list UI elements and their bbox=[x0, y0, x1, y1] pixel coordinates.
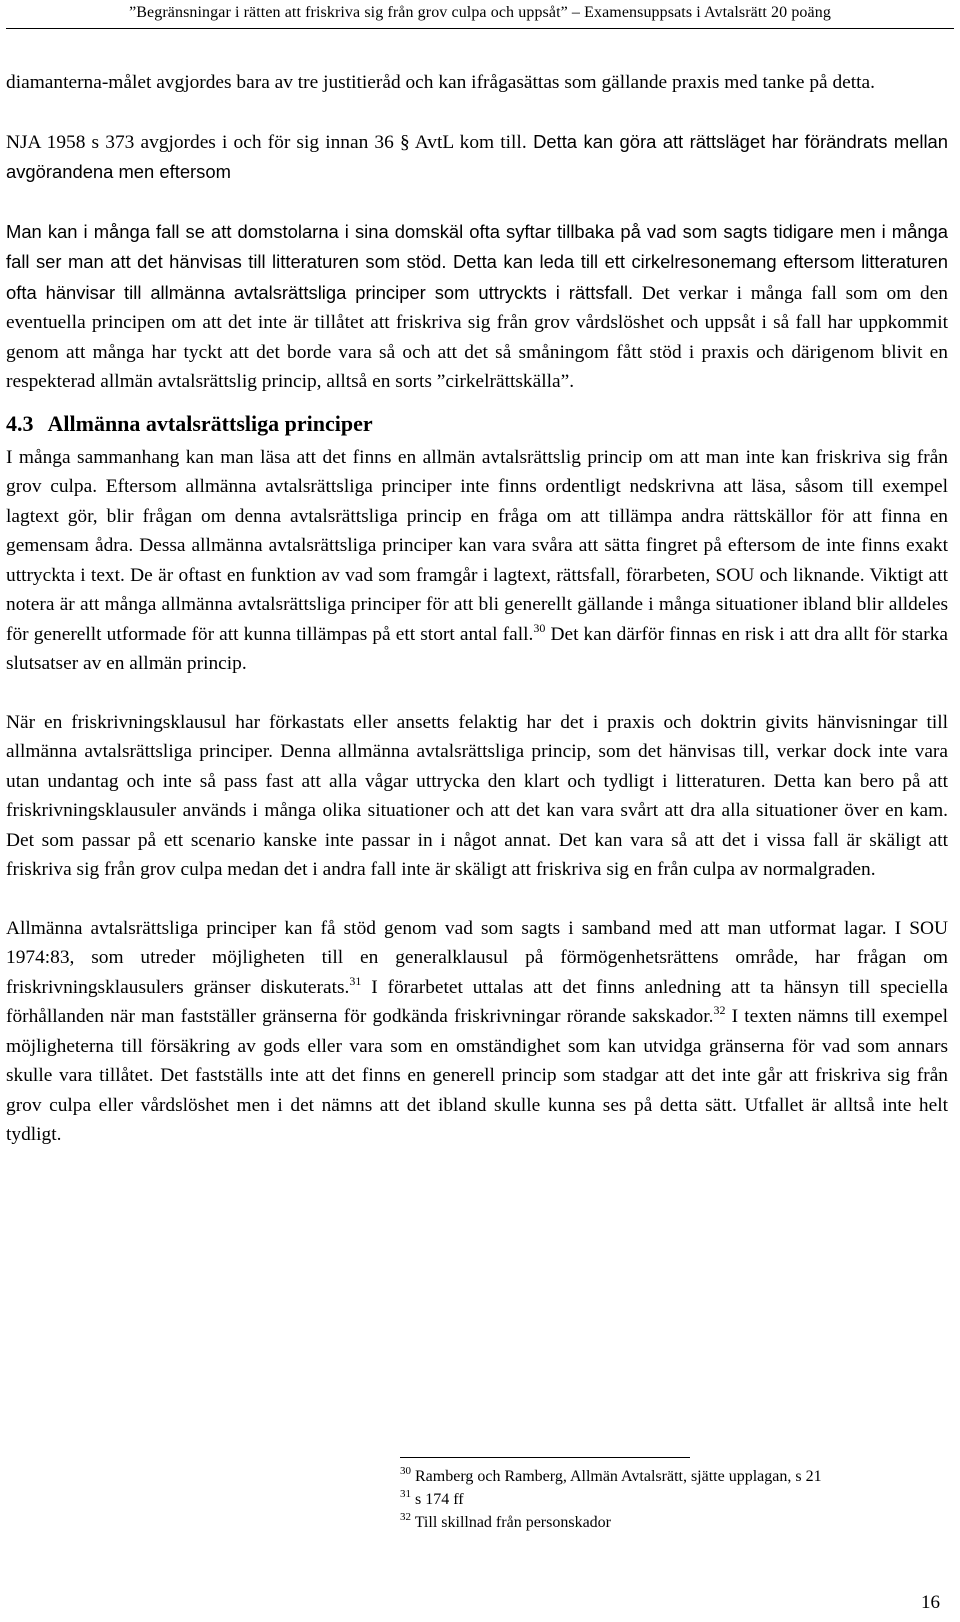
paragraph-text: I förarbetet uttalas att det finns anledning att ta hänsyn till speciella förhållanden när man fastställer gränserna för godkända friskrivningar rörande sakskador. bbox=[6, 976, 949, 1027]
footnote-text: Till skillnad från personskador bbox=[414, 1514, 611, 1531]
footnote-number: 31 bbox=[400, 1488, 411, 1500]
paragraph-text: Detta kan göra att rättsläget har förändrats mellan avgörandena men eftersom bbox=[6, 130, 948, 182]
footnote-text: Ramberg och Ramberg, Allmän Avtalsrätt, sjätte upplagan, s 21 bbox=[415, 1468, 822, 1485]
footnote bbox=[400, 1488, 940, 1511]
footnote bbox=[400, 1511, 940, 1534]
section-heading bbox=[6, 409, 948, 439]
footnote-number: 30 bbox=[400, 1465, 411, 1477]
footnote-number: 32 bbox=[400, 1511, 411, 1523]
footnote-reference[interactable]: 31 bbox=[349, 973, 362, 988]
page-number: 16 bbox=[921, 1592, 940, 1613]
footnote bbox=[400, 1465, 940, 1488]
paragraph bbox=[6, 68, 948, 98]
paragraph-text: NJA 1958 s 373 avgjordes i och för sig innan 36 § AvtL kom till. bbox=[6, 131, 527, 153]
paragraph bbox=[6, 217, 948, 397]
page-body bbox=[6, 68, 948, 1150]
paragraph bbox=[6, 127, 948, 188]
footnote-separator bbox=[400, 1457, 690, 1458]
footnote-reference[interactable]: 32 bbox=[713, 1003, 726, 1017]
running-header: ”Begränsningar i rätten att friskriva sig från grov culpa och uppsåt” – Examensuppsats i Avtalsrätt 20 poäng bbox=[129, 4, 831, 21]
header-rule bbox=[6, 28, 954, 29]
footnote-reference[interactable]: 30 bbox=[533, 620, 546, 635]
paragraph bbox=[6, 443, 948, 679]
paragraph-text: I många sammanhang kan man läsa att det finns en allmän avtalsrättslig princip om att man inte kan friskriva sig från grov culpa. Eftersom allmänna avtalsrättsliga principer inte finns ordentligt nedskrivna att läsa, såsom till exempel lagtext gör, blir frågan om denna avtalsrättsliga princip en fråga om att tillämpa andra rättskällor för att finna en gemensam ådra. Dessa allmänna avtalsrättsliga principer kan vara svåra att sätta fingret på eftersom de inte finns exakt uttryckta i text. De är oftast en funktion av vad som framgår i lagtext, rättsfall, förarbeten, SOU och liknande. Viktigt att notera är att många allmänna avtalsrättsliga principer för att bli generellt gällande i många situationer ibland blir alldeles för generellt utformade för att kunna tillämpas på ett stort antal fall. bbox=[6, 446, 948, 645]
section-title: Allmänna avtalsrättsliga principer bbox=[47, 410, 373, 436]
paragraph-text: När en friskrivningsklausul har förkastats eller ansetts felaktig har det i praxis och doktrin givits hänvisningar till allmänna avtalsrättsliga principer. Denna allmänna avtalsrättsliga princip, som det hänvisas till, verkar dock inte vara utan undantag och inte så pass fast att alla vågar uttrycka den klart och tydligt i litteraturen. Detta kan bero på att friskrivningsklausuler används i många olika situationer och att det kan vara svårt att dra alla situationer över en kam. Det som passar på ett scenario kanske inte passar in i något annat. Det kan vara så att det i vissa fall är skäligt att friskriva sig från grov culpa medan det i andra fall inte är skäligt att friskriva sig en från culpa av normalgraden. bbox=[6, 711, 948, 880]
paragraph bbox=[6, 708, 948, 885]
paragraph-text: Det verkar i många fall som om den eventuella principen om att det inte är tillåtet att friskriva sig från grov vårdslöshet och uppsåt i så fall har uppkommit genom att många har tyckt att det borde vara så och att det så småningom fått stöd i praxis och därigenom blivit en respekterad allmän avtalsrättslig princip, alltså en sorts ”cirkelrättskälla”. bbox=[6, 282, 948, 392]
paragraph-text: diamanterna-målet avgjordes bara av tre justitieråd och kan ifrågasättas som gällande praxis med tanke på detta. bbox=[6, 72, 875, 93]
section-number: 4.3 bbox=[6, 410, 34, 436]
paragraph-text: Man kan i många fall se att domstolarna i sina domskäl ofta syftar tillbaka på vad som sagts tidigare men i många fall ser man att det hänvisas till litteraturen som stöd. Detta kan leda till ett cirkelresonemang eftersom litteraturen ofta hänvisar till allmänna avtalsrättsliga principer som uttryckts i rättsfall. bbox=[6, 220, 948, 303]
paragraph-text: Det kan därför finnas en risk i att dra allt för starka slutsatser av en allmän princip. bbox=[6, 623, 949, 674]
paragraph-text: Allmänna avtalsrättsliga principer kan få stöd genom vad som sagts i samband med att man utformat lagar. I SOU 1974:83, som utreder möjligheten till en generalklausul på förmögenhetsrättens område, har frågan om friskrivningsklausulers gränser diskuterats. bbox=[6, 917, 948, 998]
paragraph-text: I texten nämns till exempel möjligheterna till försäkring av gods eller vara som en omständighet som kan utvidga gränserna för vad som annars skulle vara tillåtet. Det fastställs inte att det finns en generell princip som stadgar att det inte går att friskriva sig från grov culpa eller vårdslöshet men i det nämns att det ibland skulle kunna ses på detta sätt. Utfallet är alltså inte helt tydligt. bbox=[6, 1006, 948, 1145]
footnote-text: s 174 ff bbox=[415, 1491, 464, 1508]
paragraph bbox=[6, 914, 948, 1150]
footnotes bbox=[400, 1465, 940, 1534]
